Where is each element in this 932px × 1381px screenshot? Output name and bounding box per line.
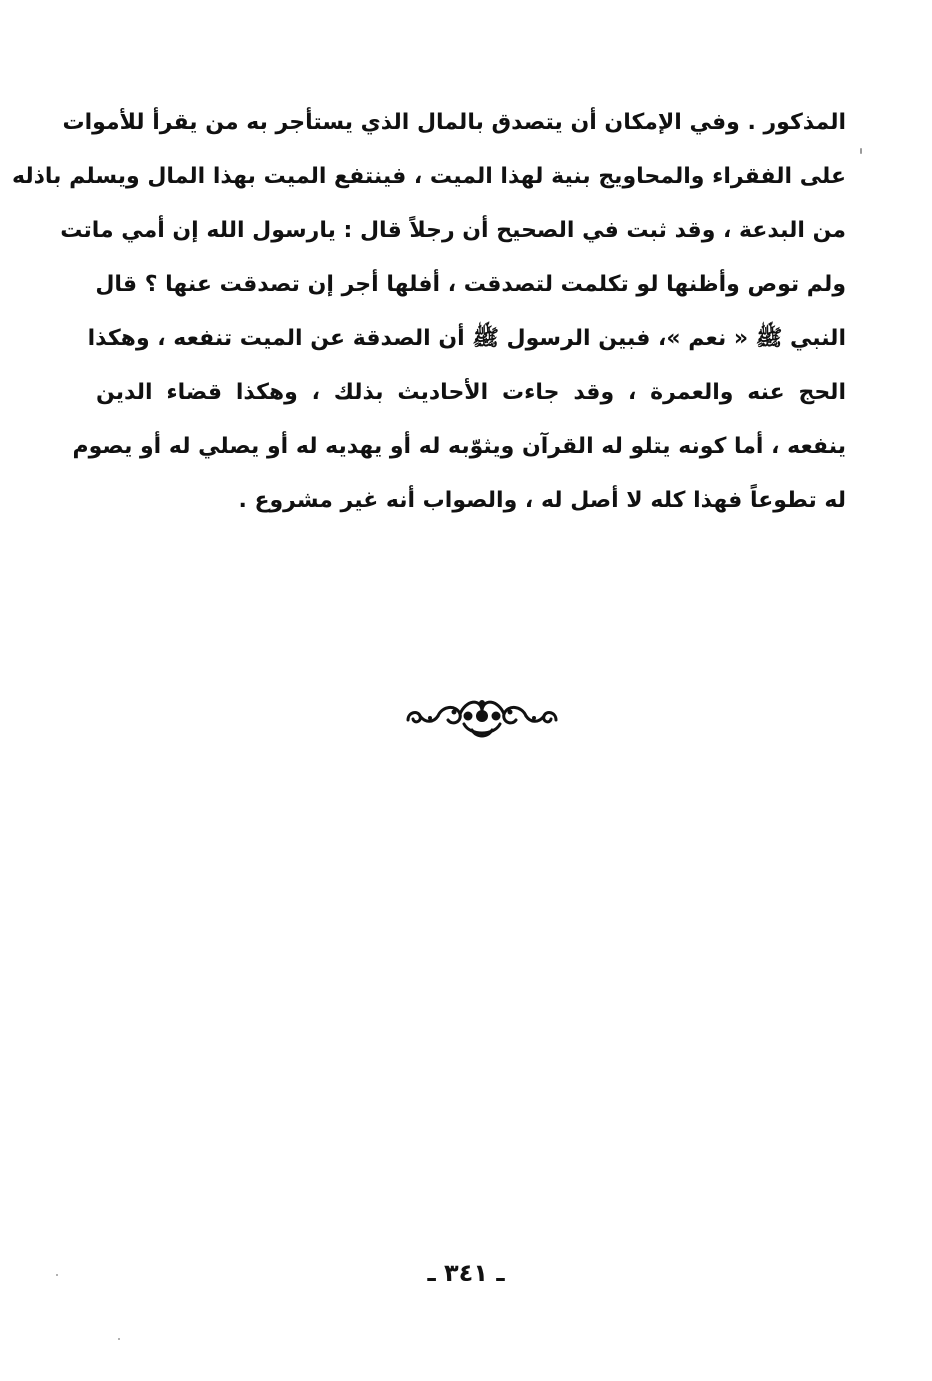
text-line-6: الحج عنه والعمرة ، وقد جاءت الأحاديث بذلك ، وهكذا قضاء الدين: [96, 380, 846, 405]
scan-speck: [118, 1338, 120, 1340]
page-number: ـ ٣٤١ ـ: [427, 1259, 505, 1287]
text-line-4: ولم توص وأظنها لو تكلمت لتصدقت ، أفلها أجر إن تصدقت عنها ؟ قال: [95, 272, 846, 297]
text-line-3: من البدعة ، وقد ثبت في الصحيح أن رجلاً قال : يارسول الله إن أمي ماتت: [60, 218, 846, 243]
scan-speck: [860, 148, 862, 154]
text-line-2: على الفقراء والمحاويج بنية لهذا الميت ، فينتفع الميت بهذا المال ويسلم باذله: [12, 164, 846, 189]
text-line-8: له تطوعاً فهذا كله لا أصل له ، والصواب أنه غير مشروع .: [238, 488, 846, 513]
text-line-1: المذكور . وفي الإمكان أن يتصدق بالمال الذي يستأجر به من يقرأ للأموات: [62, 110, 846, 135]
text-line-5: النبي ﷺ « نعم »، فبين الرسول ﷺ أن الصدقة عن الميت تنفعه ، وهكذا: [87, 326, 846, 351]
scan-speck: [56, 1274, 58, 1276]
decorative-scroll-ornament-icon: [404, 694, 560, 740]
body-text: [12, 96, 846, 528]
text-line-7: ينفعه ، أما كونه يتلو له القرآن ويثوّبه له أو يهديه له أو يصلي له أو يصوم: [72, 434, 846, 459]
